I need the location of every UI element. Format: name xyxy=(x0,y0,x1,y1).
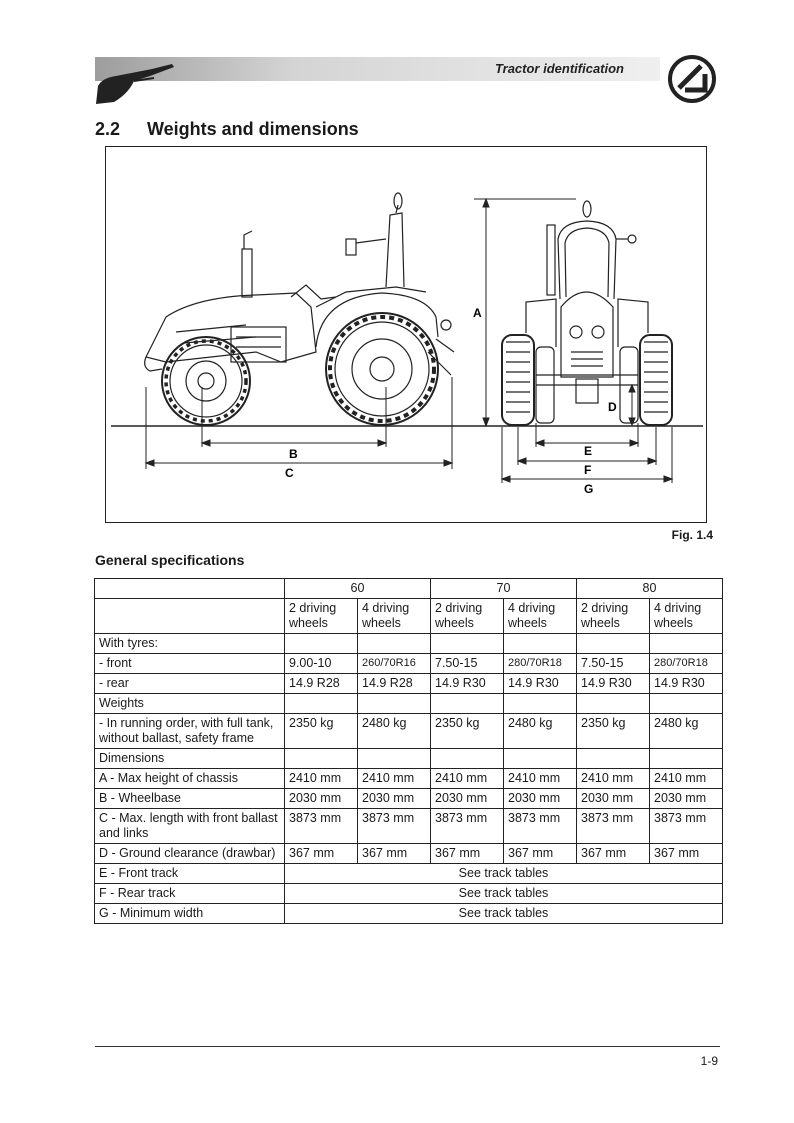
figure-caption: Fig. 1.4 xyxy=(671,528,713,542)
table-row xyxy=(95,769,723,789)
table-cell xyxy=(95,599,285,634)
row-label: - front xyxy=(95,654,285,674)
table-cell: 14.9 R28 xyxy=(285,674,358,694)
page-number: 1-9 xyxy=(700,1054,718,1068)
table-cell: See track tables xyxy=(285,884,723,904)
table-cell xyxy=(285,749,358,769)
section-title xyxy=(95,119,359,140)
table-cell: 2410 mm xyxy=(285,769,358,789)
tractor-drawing xyxy=(106,147,708,524)
table-cell xyxy=(285,634,358,654)
table-cell: 9.00-10 xyxy=(285,654,358,674)
table-row xyxy=(95,599,723,634)
table-cell xyxy=(504,694,577,714)
table-cell: 2030 mm xyxy=(577,789,650,809)
table-cell: 2030 mm xyxy=(504,789,577,809)
model-header-60: 60 xyxy=(285,579,431,599)
dim-label-f: F xyxy=(584,463,592,477)
table-cell xyxy=(650,634,723,654)
table-cell: 367 mm xyxy=(358,844,431,864)
dim-label-g: G xyxy=(584,482,594,496)
table-cell xyxy=(577,634,650,654)
table-cell xyxy=(650,694,723,714)
drive-header: 2 driving wheels xyxy=(285,599,358,634)
table-cell: 2480 kg xyxy=(504,714,577,749)
model-header-80: 80 xyxy=(577,579,723,599)
table-cell: 2480 kg xyxy=(358,714,431,749)
table-row xyxy=(95,789,723,809)
table-row xyxy=(95,674,723,694)
table-cell: 2350 kg xyxy=(285,714,358,749)
dim-label-d: D xyxy=(608,400,617,414)
dim-label-b: B xyxy=(289,447,298,461)
table-cell: 367 mm xyxy=(650,844,723,864)
table-cell: 14.9 R30 xyxy=(431,674,504,694)
table-cell xyxy=(577,749,650,769)
header-title: Tractor identification xyxy=(494,61,624,76)
table-cell: 7.50-15 xyxy=(577,654,650,674)
table-cell: 2410 mm xyxy=(431,769,504,789)
table-cell: 2480 kg xyxy=(650,714,723,749)
table-cell xyxy=(504,749,577,769)
row-label: Weights xyxy=(95,694,285,714)
tractor-dimension-figure xyxy=(105,146,707,523)
row-label: B - Wheelbase xyxy=(95,789,285,809)
dim-label-c: C xyxy=(285,466,294,480)
section-title-text: Weights and dimensions xyxy=(147,119,359,139)
drive-header: 4 driving wheels xyxy=(504,599,577,634)
section-number: 2.2 xyxy=(95,119,121,139)
drive-header: 4 driving wheels xyxy=(358,599,431,634)
table-cell: 14.9 R30 xyxy=(577,674,650,694)
table-cell xyxy=(650,749,723,769)
footer-divider xyxy=(95,1046,720,1047)
table-cell: 2350 kg xyxy=(577,714,650,749)
table-cell: 2410 mm xyxy=(504,769,577,789)
table-row xyxy=(95,749,723,769)
table-cell: 280/70R18 xyxy=(650,654,723,674)
row-label: F - Rear track xyxy=(95,884,285,904)
table-cell: 7.50-15 xyxy=(431,654,504,674)
table-cell: 3873 mm xyxy=(358,809,431,844)
table-cell: 2030 mm xyxy=(650,789,723,809)
row-label: A - Max height of chassis xyxy=(95,769,285,789)
table-cell: 367 mm xyxy=(285,844,358,864)
table-cell: 2410 mm xyxy=(358,769,431,789)
table-cell: 3873 mm xyxy=(504,809,577,844)
table-row xyxy=(95,864,723,884)
table-corner-cell xyxy=(95,579,285,599)
table-cell: 2410 mm xyxy=(577,769,650,789)
table-heading: General specifications xyxy=(95,552,245,568)
table-cell xyxy=(285,694,358,714)
dim-label-a: A xyxy=(473,306,482,320)
dim-label-e: E xyxy=(584,444,593,458)
table-cell: 2030 mm xyxy=(358,789,431,809)
table-row xyxy=(95,844,723,864)
table-cell: 3873 mm xyxy=(285,809,358,844)
table-row xyxy=(95,809,723,844)
table-cell xyxy=(358,694,431,714)
table-row xyxy=(95,904,723,924)
table-row xyxy=(95,694,723,714)
table-row xyxy=(95,714,723,749)
table-cell xyxy=(577,694,650,714)
table-cell xyxy=(431,694,504,714)
drive-header: 2 driving wheels xyxy=(431,599,504,634)
table-cell xyxy=(358,634,431,654)
row-label: D - Ground clearance (drawbar) xyxy=(95,844,285,864)
row-label: - In running order, with full tank, without ballast, safety frame xyxy=(95,714,285,749)
table-cell xyxy=(358,749,431,769)
table-cell: 367 mm xyxy=(504,844,577,864)
table-cell: 14.9 R28 xyxy=(358,674,431,694)
table-cell: 2350 kg xyxy=(431,714,504,749)
row-label: E - Front track xyxy=(95,864,285,884)
table-cell: See track tables xyxy=(285,904,723,924)
drive-header: 2 driving wheels xyxy=(577,599,650,634)
table-cell xyxy=(431,749,504,769)
table-cell: 14.9 R30 xyxy=(504,674,577,694)
row-label: C - Max. length with front ballast and links xyxy=(95,809,285,844)
row-label: With tyres: xyxy=(95,634,285,654)
specifications-table xyxy=(94,578,723,924)
row-label: - rear xyxy=(95,674,285,694)
table-row xyxy=(95,579,723,599)
table-cell: 3873 mm xyxy=(650,809,723,844)
table-cell: 14.9 R30 xyxy=(650,674,723,694)
table-cell: 3873 mm xyxy=(431,809,504,844)
table-row xyxy=(95,654,723,674)
model-header-70: 70 xyxy=(431,579,577,599)
table-cell: 367 mm xyxy=(431,844,504,864)
table-row xyxy=(95,634,723,654)
table-cell: 260/70R16 xyxy=(358,654,431,674)
table-cell: See track tables xyxy=(285,864,723,884)
table-cell: 3873 mm xyxy=(577,809,650,844)
brand-logo-icon xyxy=(667,54,717,104)
row-label: Dimensions xyxy=(95,749,285,769)
table-cell: 367 mm xyxy=(577,844,650,864)
table-cell: 2030 mm xyxy=(431,789,504,809)
header-bar xyxy=(95,57,660,81)
pointing-hand-icon xyxy=(94,60,176,106)
drive-header: 4 driving wheels xyxy=(650,599,723,634)
row-label: G - Minimum width xyxy=(95,904,285,924)
table-cell: 2030 mm xyxy=(285,789,358,809)
table-cell xyxy=(504,634,577,654)
table-row xyxy=(95,884,723,904)
table-cell: 280/70R18 xyxy=(504,654,577,674)
table-cell: 2410 mm xyxy=(650,769,723,789)
table-cell xyxy=(431,634,504,654)
